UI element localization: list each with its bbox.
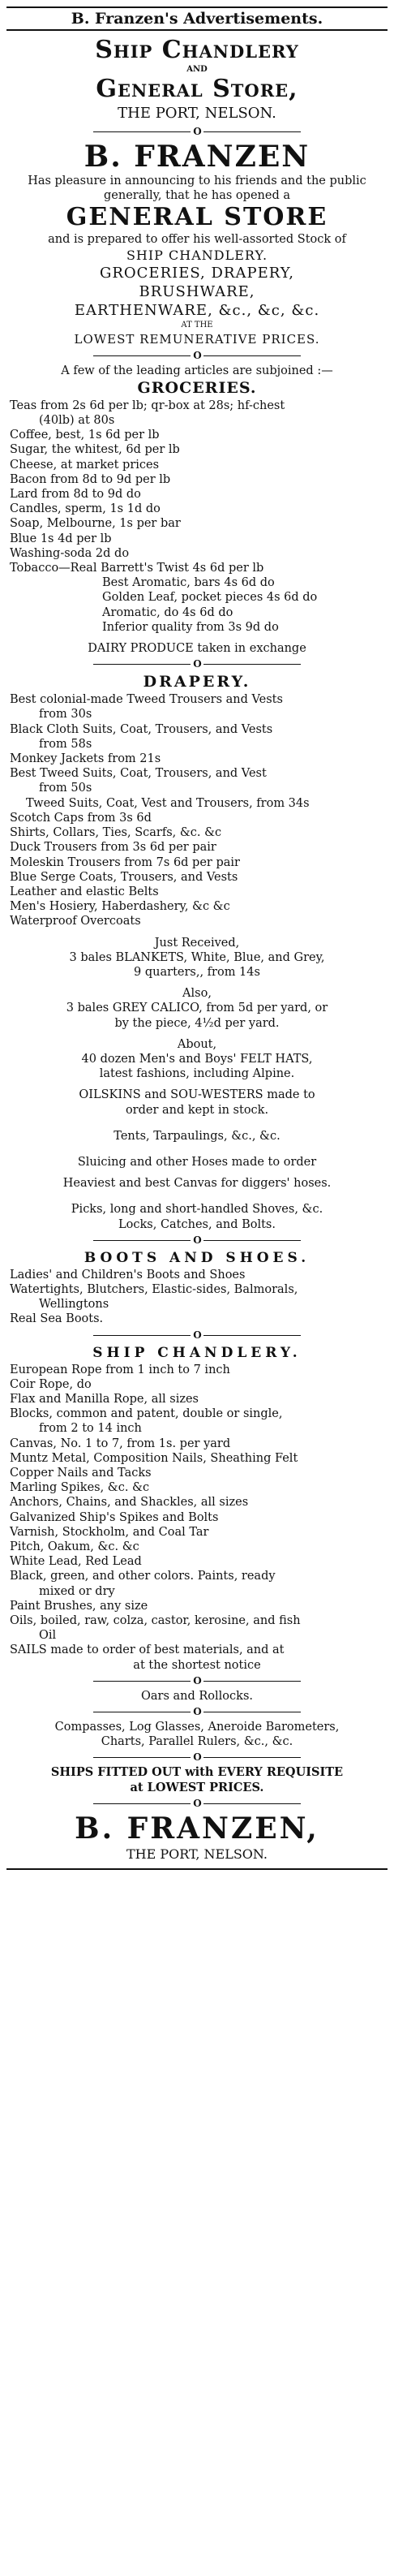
masthead-at-the: AT THE [181,320,213,330]
separator: O [6,1234,388,1246]
drapery-list [6,692,388,928]
list-item: Men's Hosiery, Haberdashery, &c &c [10,900,230,914]
list-item: from 2 to 14 inch [39,1422,142,1436]
list-item: Moleskin Trousers from 7s 6d per pair [10,855,240,869]
list-item: Bacon from 8d to 9d per lb [10,472,171,486]
hats-line-2: 40 dozen Men's and Boys' FELT HATS, [81,1052,313,1066]
masthead-ship-chandlery: Ship Chandlery [95,36,299,64]
list-item: from 58s [39,737,92,751]
oars-line: Oars and Rollocks. [141,1689,253,1703]
list-item: Ladies' and Children's Boots and Shoes [10,1268,246,1282]
list-item: European Rope from 1 inch to 7 inch [10,1363,230,1376]
list-item: (40lb) at 80s [39,414,115,428]
list-item: Washing-soda 2d do [10,546,130,560]
hoses-line-1: Sluicing and other Hoses made to order [77,1155,317,1169]
list-item: Scotch Caps from 3s 6d [10,811,152,825]
received-line-1: Just Received, [154,936,240,950]
bottom-rule [6,1868,388,1870]
masthead-intro: Has pleasure in announcing to his friends and the public generally, that he has opened a [28,174,366,203]
list-item: Golden Leaf, pocket pieces 4s 6d do [102,591,318,605]
chandlery-list [6,1363,388,1643]
list-item: Waterproof Overcoats [10,915,141,928]
list-item: Blue 1s 4d per lb [10,532,112,545]
list-item: Coffee, best, 1s 6d per lb [10,429,160,442]
chandlery-heading: SHIP CHANDLERY. [92,1344,302,1361]
masthead-offer-chandlery: SHIP CHANDLERY. [126,247,268,263]
separator: O [6,126,388,137]
list-item: mixed or dry [39,1584,115,1598]
received-line-3: 9 quarters,, from 14s [134,965,260,979]
list-item: Blocks, common and patent, double or single, [10,1407,283,1421]
compasses-line-1: Compasses, Log Glasses, Aneroide Barometers, [54,1721,340,1734]
list-item: from 30s [39,708,92,722]
sails-line-2: at the shortest notice [133,1658,261,1672]
boots-heading: BOOTS AND SHOES. [84,1249,310,1266]
dairy-produce: DAIRY PRODUCE taken in exchange [88,642,306,656]
page-title: B. Franzen's Advertisements. [71,10,323,28]
calico-line-3: by the piece, 4½d per yard. [114,1016,280,1030]
list-item: Marling Spikes, &c. &c [10,1481,150,1495]
list-item: Inferior quality from 3s 9d do [102,620,279,634]
list-item: Anchors, Chains, and Shackles, all sizes [10,1496,249,1510]
list-item: Pitch, Oakum, &c. &c [10,1540,139,1554]
list-item: Best colonial-made Tweed Trousers and Vests [10,693,283,707]
footer-name: B. FRANZEN, [75,1811,319,1846]
list-item: Best Aromatic, bars 4s 6d do [102,576,275,590]
fitted-line-1: SHIPS FITTED OUT with EVERY REQUISITE [50,1765,344,1780]
received-line-2: 3 bales BLANKETS, White, Blue, and Grey, [69,950,325,964]
list-item: Paint Brushes, any size [10,1599,148,1613]
list-item: Lard from 8d to 9d do [10,488,141,502]
advertisement-page [6,6,388,2563]
list-item: Blue Serge Coats, Trousers, and Vests [10,870,238,884]
list-item: Coir Rope, do [10,1377,92,1391]
list-item: Canvas, No. 1 to 7, from 1s. per yard [10,1437,231,1450]
list-item: Real Sea Boots. [10,1312,104,1326]
drapery-heading: DRAPERY. [143,673,251,691]
title-rule [6,29,388,31]
list-item: Teas from 2s 6d per lb; qr-box at 28s; hf-chest [10,398,285,412]
list-item: Candles, sperm, 1s 1d do [10,502,161,516]
picks-line-1: Picks, long and short-handled Shoves, &c. [71,1203,323,1217]
separator: O [6,350,388,361]
list-item: Sugar, the whitest, 6d per lb [10,443,180,457]
list-item: Leather and elastic Belts [10,885,159,898]
subjoined-text: A few of the leading articles are subjoined :— [61,364,333,377]
masthead-offer: and is prepared to offer his well-assorted Stock of [48,233,346,247]
groceries-list [6,398,388,635]
list-item: Flax and Manilla Rope, all sizes [10,1392,199,1406]
list-item: Muntz Metal, Composition Nails, Sheathing Felt [10,1451,298,1465]
list-item: Galvanized Ship's Spikes and Bolts [10,1510,219,1524]
masthead-lowest: LOWEST REMUNERATIVE PRICES. [74,331,320,347]
boots-list [6,1268,388,1327]
compasses-line-2: Charts, Parallel Rulers, &c., &c. [101,1735,293,1749]
masthead-line-2: BRUSHWARE, [139,282,255,300]
calico-line-2: 3 bales GREY CALICO, from 5d per yard, or [66,1002,328,1015]
masthead-and: AND [186,65,208,74]
list-item: Watertights, Blutchers, Elastic-sides, Balmorals, [10,1282,298,1296]
picks-line-2: Locks, Catches, and Bolts. [118,1217,276,1231]
list-item: Cheese, at market prices [10,458,160,472]
list-item: Shirts, Collars, Ties, Scarfs, &c. &c [10,826,222,840]
separator: O [6,1751,388,1763]
masthead-place: THE PORT, NELSON. [118,105,276,122]
sails-line-1: SAILS made to order of best materials, and at [10,1643,285,1657]
separator: O [6,658,388,670]
separator: O [6,1329,388,1341]
list-item: Duck Trousers from 3s 6d per pair [10,841,216,855]
list-item: from 50s [39,782,92,795]
list-item: Monkey Jackets from 21s [10,752,161,766]
masthead-line-1: GROCERIES, DRAPERY, [99,264,295,282]
footer-place: THE PORT, NELSON. [126,1846,268,1862]
masthead-general-store-big: GENERAL STORE [66,203,328,232]
fitted-line-2: at LOWEST PRICES. [130,1780,264,1794]
separator: O [6,1706,388,1717]
tents-line: Tents, Tarpaulings, &c., &c. [113,1129,281,1143]
calico-line-1: Also, [182,987,212,1001]
hats-line-3: latest fashions, including Alpine. [99,1067,295,1081]
list-item: Black Cloth Suits, Coat, Trousers, and Vests [10,722,273,736]
list-item: Oils, boiled, raw, colza, castor, kerosine, and fish [10,1614,301,1628]
masthead-general-store: General Store, [96,75,298,103]
list-item: White Lead, Red Lead [10,1555,142,1569]
list-item: Tobacco—Real Barrett's Twist 4s 6d per lb [10,562,264,575]
masthead-name: B. FRANZEN [84,140,310,174]
oilskins-line-2: order and kept in stock. [125,1103,269,1117]
separator: O [6,1798,388,1809]
separator: O [6,1675,388,1686]
groceries-heading: GROCERIES. [137,378,257,397]
hats-line-1: About, [177,1037,217,1051]
list-item: Soap, Melbourne, 1s per bar [10,517,181,531]
list-item: Tweed Suits, Coat, Vest and Trousers, from 34s [26,796,310,810]
list-item: Black, green, and other colors. Paints, ready [10,1570,276,1583]
oilskins-line-1: OILSKINS and SOU-WESTERS made to [79,1088,315,1102]
list-item: Best Tweed Suits, Coat, Trousers, and Vest [10,767,267,781]
masthead-line-3: EARTHENWARE, &c., &c, &c. [74,301,320,319]
list-item: Copper Nails and Tacks [10,1467,152,1480]
list-item: Oil [39,1629,57,1643]
list-item: Varnish, Stockholm, and Coal Tar [10,1525,209,1539]
list-item: Wellingtons [39,1298,109,1312]
hoses-line-2: Heaviest and best Canvas for diggers' hoses. [62,1177,332,1191]
list-item: Aromatic, do 4s 6d do [102,605,233,619]
